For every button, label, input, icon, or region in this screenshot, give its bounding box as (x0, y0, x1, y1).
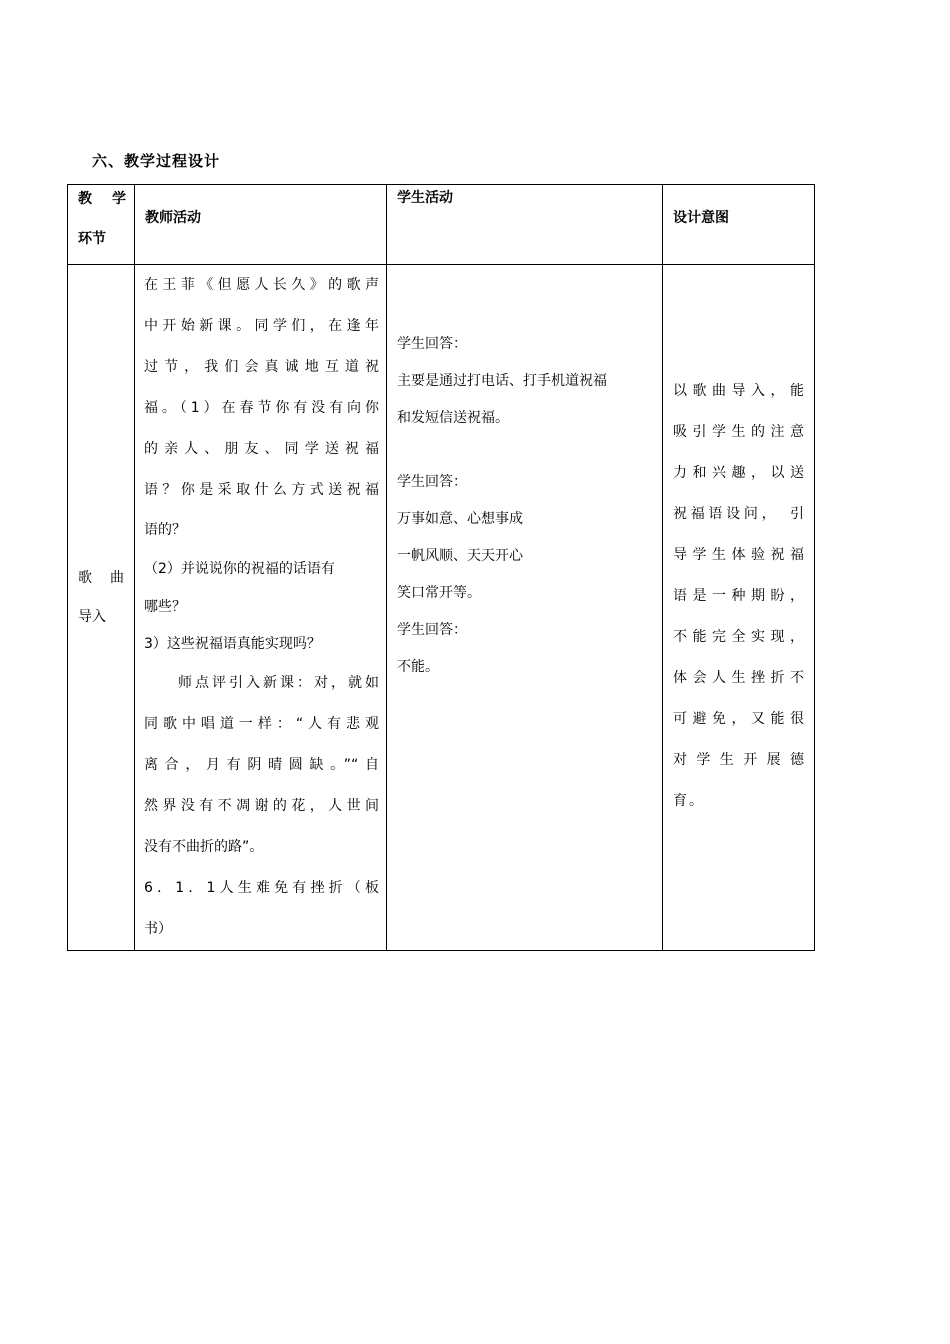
teacher-line: 哪些？ (144, 599, 186, 615)
intent-line: 导学生体验祝福 (673, 547, 806, 563)
header-stage-char-1: 教 (78, 191, 92, 207)
student-line (397, 437, 654, 464)
student-line: 学生回答： (397, 474, 467, 490)
header-student: 学生活动 (397, 190, 453, 206)
table-header-row (68, 185, 815, 265)
student-line: 万事如意、心想事成 (397, 511, 523, 527)
header-stage-cell (68, 185, 135, 265)
teacher-line: 语？你是采取什么方式送祝福 (144, 482, 379, 498)
teacher-line: 同歌中唱道一样：“人有悲观 (144, 716, 379, 732)
intent-line: 可避免，又能很 (673, 711, 806, 727)
intent-line: 祝福语设问， 引 (673, 506, 806, 522)
header-stage-char-2: 学 (112, 191, 126, 207)
stage-cell (68, 265, 135, 951)
teacher-line: 书） (144, 921, 172, 937)
design-intent-cell (663, 265, 815, 951)
student-line: 和发短信送祝福。 (397, 410, 509, 426)
teacher-line: 师点评引入新课：对，就如 (144, 675, 379, 691)
teacher-line: 福。（1）在春节你有没有向你 (144, 400, 379, 416)
student-line: 学生回答： (397, 336, 467, 352)
teacher-line: 过节，我们会真诚地互道祝 (144, 359, 379, 375)
student-line: 笑口常开等。 (397, 585, 481, 601)
teacher-line: 在王菲《但愿人长久》的歌声 (144, 277, 379, 293)
teacher-line: 没有不曲折的路”。 (144, 839, 264, 855)
intent-line: 语是一种期盼， (673, 588, 806, 604)
teacher-line: 然界没有不凋谢的花，人世间 (144, 798, 379, 814)
intent-line: 对学生开展德 (673, 752, 806, 768)
stage-line-2: 导入 (78, 609, 106, 625)
intent-line: 育。 (673, 793, 705, 809)
header-teacher-cell (135, 185, 387, 265)
intent-line: 力和兴趣，以送 (673, 465, 806, 481)
student-line: 不能。 (397, 659, 439, 675)
stage-char-1: 歌 (78, 570, 92, 586)
student-activity-cell (387, 265, 663, 951)
teacher-line: 离合，月有阴晴圆缺。”“自 (144, 757, 379, 773)
header-stage-line-2: 环节 (78, 231, 106, 247)
teacher-line: 3）这些祝福语真能实现吗？ (144, 636, 321, 652)
header-intent-cell (663, 185, 815, 265)
intent-line: 不能完全实现， (673, 629, 806, 645)
section-title: 六、教学过程设计 (92, 152, 221, 170)
teacher-line: 的亲人、朋友、同学送祝福 (144, 441, 379, 457)
teacher-line: 6．1．1人生难免有挫折（板 (144, 880, 379, 896)
intent-line: 以歌曲导入，能 (673, 383, 806, 399)
teacher-line: 中开始新课。同学们，在逢年 (144, 318, 379, 334)
header-teacher: 教师活动 (145, 210, 201, 226)
teacher-line: 语的？ (144, 522, 186, 538)
header-intent: 设计意图 (673, 210, 729, 226)
teacher-line: （2）并说说你的祝福的话语有 (144, 561, 335, 577)
table-row (68, 265, 815, 951)
intent-line: 体会人生挫折不 (673, 670, 806, 686)
teacher-activity-cell (135, 265, 387, 951)
stage-char-2: 曲 (110, 570, 124, 586)
teaching-process-table (67, 184, 815, 951)
header-student-cell (387, 185, 663, 265)
intent-line: 吸引学生的注意 (673, 424, 806, 440)
student-line: 学生回答： (397, 622, 467, 638)
student-line: 主要是通过打电话、打手机道祝福 (397, 373, 607, 389)
student-line: 一帆风顺、天天开心 (397, 548, 523, 564)
